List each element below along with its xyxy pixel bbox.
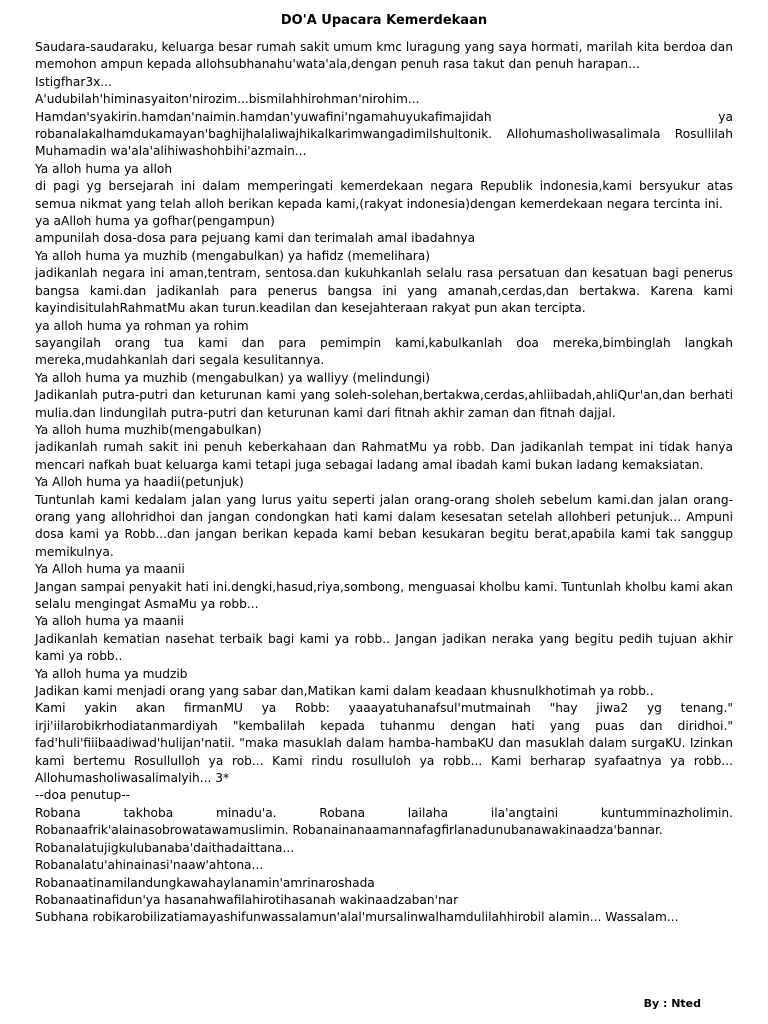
body-paragraph: Ya alloh huma ya muzhib (mengabulkan) ya walliyy (melindungi) [35, 370, 431, 385]
body-paragraph: Jadikanlah putra-putri dan keturunan kami yang soleh-solehan,bertakwa,cerdas,ahliibadah,ahliQur'an,dan berhati mulia.dan lindungilah putra-putri dan keturunan kami dari fitnah akhir zaman dan fitnah dajjal. [35, 388, 733, 420]
body-paragraph: Robanaatinamilandungkawahaylanamin'amrinaroshada [35, 875, 375, 890]
body-paragraph: Jangan sampai penyakit hati ini.dengki,hasud,riya,sombong, menguasai kholbu kami. Tuntunlah kholbu kami akan selalu mengingat AsmaMu ya robb... [35, 579, 734, 611]
body-paragraph: Subhana robikarobilizatiamayashifunwassalamun'alal'mursalinwalhamdulilahhirobil alamin... Wassalam... [35, 910, 679, 925]
body-paragraph: di pagi yg bersejarah ini dalam memperingati kemerdekaan negara Republik indonesia,kami bersyukur atas semua nikmat yang telah alloh berikan kepada kami,(rakyat indonesia)dengan kemerdekaan negara tercinta ini. [35, 179, 733, 211]
body-paragraph: ampunilah dosa-dosa para pejuang kami dan terimalah amal ibadahnya [35, 231, 476, 246]
body-paragraph: A'udubilah'himinasyaiton'nirozim...bismilahhirohman'nirohim... [35, 92, 420, 107]
body-paragraph: Saudara-saudaraku, keluarga besar rumah sakit umum kmc luragung yang saya hormati, marilah kita berdoa dan memohon ampun kepada allohsubhanahu'wata'ala,dengan penuh rasa takut dan penuh harapan... [35, 40, 733, 72]
body-paragraph: Ya Alloh huma ya haadii(petunjuk) [35, 475, 244, 490]
body-paragraph: Robana takhoba minadu'a. Robana lailaha ila'angtaini kuntumminazholimin. Robanaafrik'alainasobrowatawamuslimin. Robanainanaamannafagfirlanadunubanawakinaadza'bannar. [35, 805, 733, 838]
body-paragraph: Ya alloh huma ya alloh [35, 161, 173, 176]
body-paragraph: sayangilah orang tua kami dan para pemimpin kami,kabulkanlah doa mereka,bimbinglah langkah mereka,mudahkanlah dari segala kesulitannya. [35, 335, 733, 368]
body-paragraph: Tuntunlah kami kedalam jalan yang lurus yaitu seperti jalan orang-orang sholeh sebelum kami.dan jalan orang-orang yang allohridhoi dan jangan condongkan hati kami dalam kesesatan setelah allohberi petunjuk... Ampuni dosa kami ya Robb...dan jangan berikan kepada kami beban kesukaran begitu berat,apabila kami tak sanggup memikulnya. [35, 492, 733, 559]
body-paragraph: Ya alloh huma ya maanii [35, 614, 184, 629]
author-signature: By : Nted [643, 997, 701, 1010]
body-paragraph: ya aAlloh huma ya gofhar(pengampun) [35, 214, 275, 229]
body-paragraph: Ya alloh huma ya muzhib (mengabulkan) ya hafidz (memelihara) [35, 248, 431, 263]
body-paragraph: Robanalatujigkulubanaba'daithadaittana... [35, 840, 295, 855]
body-paragraph: Kami yakin akan firmanMU ya Robb: yaaayatuhanafsul'mutmainah "hay jiwa2 yg tenang." irji'iilarobikrhodiatanmardiyah "kembalilah kepada tuhanmu dengan hati yang puas dan diridhoi." fad'huli'fiiibaadiwad'hulijan'natii. "maka masuklah dalam hamba-hambaKU dan masuklah dalam surgaKU. Izinkan kami bertemu Rosullulloh ya rob... Kami rindu rosulluloh ya robb... Kami berharap syafaatnya ya robb... Allohumasholiwasalimalyih... 3* [35, 701, 733, 786]
body-paragraph: Istigfhar3x... [35, 74, 112, 89]
body-paragraph: Ya alloh huma ya mudzib [35, 666, 188, 681]
body-paragraph: Hamdan'syakirin.hamdan'naimin.hamdan'yuwafini'ngamahuyukafimajidah ya robanalakalhamdukamayan'baghijhalaliwajhikalkarimwangadimilshultonik. Allohumasholiwasalimala Rosullilah Muhamadin wa'ala'alihiwashohbihi'azmain... [35, 109, 733, 159]
body-paragraph: ya alloh huma ya rohman ya rohim [35, 318, 249, 333]
body-paragraph: jadikanlah negara ini aman,tentram, sentosa.dan kukuhkanlah selalu rasa persatuan dan kesatuan bagi penerus bangsa kami.dan jadikanlah para penerus bangsa ini yang amanah,cerdas,dan bertakwa. Karena kami kayindisitulahRahmatMu akan turun.keadilan dan kesejahteraan rakyat pun akan tercipta. [35, 266, 733, 316]
body-paragraph: --doa penutup-- [35, 788, 131, 803]
document-body [35, 39, 733, 927]
body-paragraph: Ya alloh huma muzhib(mengabulkan) [35, 422, 262, 437]
body-paragraph: jadikanlah rumah sakit ini penuh keberkahaan dan RahmatMu ya robb. Dan jadikanlah tempat ini tidak hanya mencari nafkah buat keluarga kami tetapi juga sebagai ladang amal ibadah kami bukan ladang kemaksiatan. [35, 440, 733, 472]
document-title: DO'A Upacara Kemerdekaan [280, 13, 488, 28]
body-paragraph: Jadikan kami menjadi orang yang sabar dan,Matikan kami dalam keadaan khusnulkhotimah ya robb.. [35, 684, 654, 699]
body-paragraph: Robanalatu'ahinainasi'naaw'ahtona... [35, 858, 264, 873]
body-paragraph: Robanaatinafidun'ya hasanahwafilahirotihasanah wakinaadzaban'nar [35, 892, 459, 907]
body-paragraph: Ya Alloh huma ya maanii [35, 562, 185, 577]
body-paragraph: Jadikanlah kematian nasehat terbaik bagi kami ya robb.. Jangan jadikan neraka yang begitu pedih tujuan akhir kami ya robb.. [35, 631, 733, 664]
